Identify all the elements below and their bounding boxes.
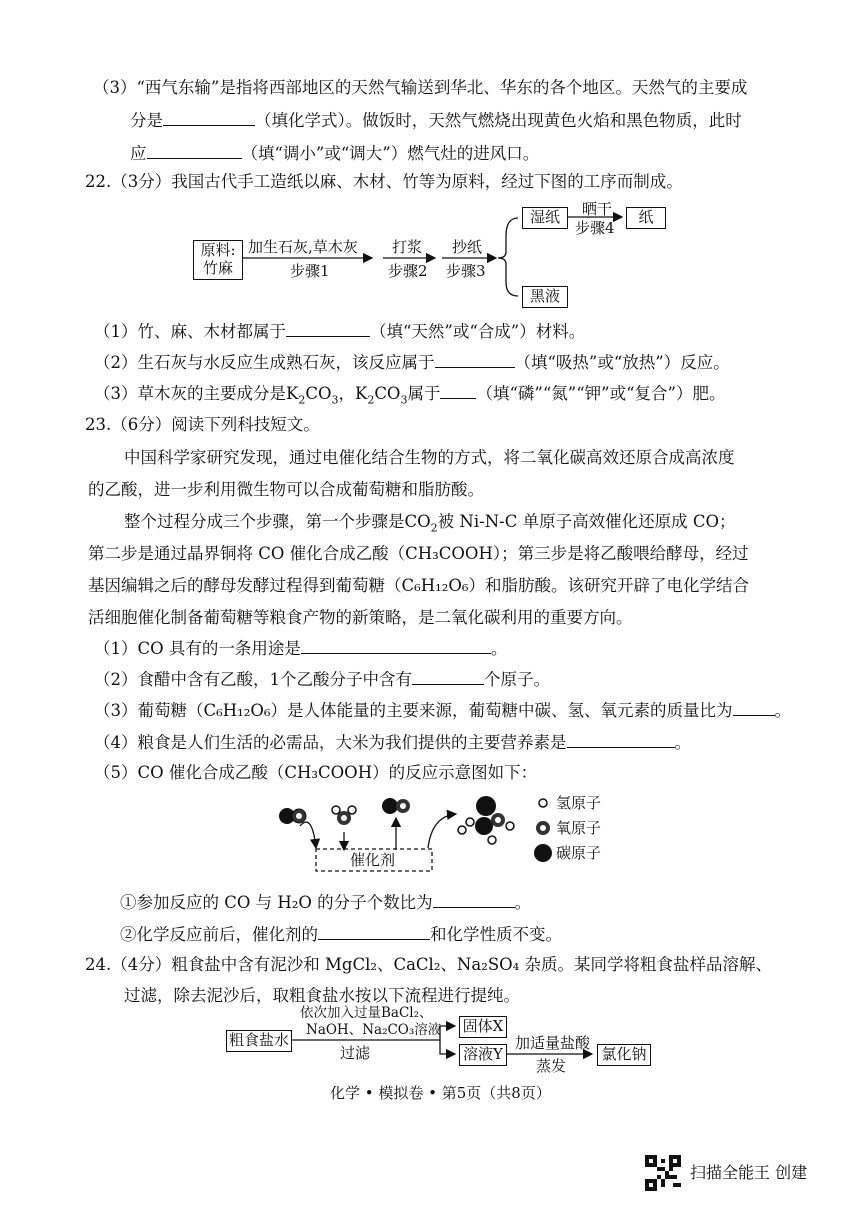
q22-heading: 22.（3分）我国古代手工造纸以麻、木材、竹等为原料，经过下图的工序而制成。: [85, 172, 683, 191]
scanner-watermark: 扫描全能王 创建: [690, 1163, 808, 1182]
q23-heading: 23.（6分）阅读下列科技短文。: [85, 415, 320, 434]
step4-caption: 步骤4: [575, 219, 615, 237]
q24-line1: 24.（4分）粗食盐中含有泥沙和 MgCl₂、CaCl₂、Na₂SO₄ 杂质。某同学将粗食盐样品溶解、: [85, 955, 773, 974]
hcl-label: 加适量盐酸: [515, 1034, 591, 1052]
q21-3-line1: （3）“西气东输”是指将西部地区的天然气输送到华北、华东的各个地区。天然气的主要成: [93, 78, 748, 97]
q23-1: （1）CO 具有的一条用途是 。: [94, 639, 508, 658]
black-liquor-box: 黑液: [522, 286, 568, 308]
wet-paper-box: 湿纸: [522, 207, 568, 229]
q23-para2-line3: 基因编辑之后的酵母发酵过程得到葡萄糖（C₆H₁₂O₆）和脂肪酸。该研究开辟了电化学结合: [88, 576, 749, 595]
legend-oxygen: 氧原子: [556, 819, 602, 837]
reagents-line2: NaOH、Na₂CO₃溶液: [306, 1022, 442, 1038]
carbon-legend-icon: [534, 844, 552, 862]
step1-caption: 步骤1: [290, 262, 330, 280]
legend-carbon: 碳原子: [556, 844, 602, 862]
reagents-line1: 依次加入过量BaCl₂、: [300, 1005, 433, 1021]
step3-caption: 步骤3: [446, 262, 486, 280]
water-molecule-icon: [332, 806, 356, 825]
q24-line2: 过滤，除去泥沙后，取粗食盐水按以下流程进行提纯。: [124, 986, 520, 1005]
q23-5: （5）CO 催化合成乙酸（CH₃COOH）的反应示意图如下：: [94, 763, 538, 782]
q21-3-line2: 分是 （填化学式）。做饭时，天然气燃烧出现黄色火焰和黑色物质，此时: [130, 111, 742, 130]
q23-4: （4）粮食是人们生活的必需品，大米为我们提供的主要营养素是 。: [94, 733, 691, 752]
crude-brine-box: 粗食盐水: [226, 1030, 292, 1052]
q23-para1-line1: 中国科学家研究发现，通过电催化结合生物的方式，将二氧化碳高效还原合成高浓度: [124, 448, 735, 467]
q23-5-1: ①参加反应的 CO 与 H₂O 的分子个数比为 。: [120, 893, 532, 912]
raw-material-box: 原料: 竹麻: [193, 240, 243, 280]
solid-x-box: 固体X: [459, 1016, 507, 1038]
hydrogen-legend-icon: [539, 799, 547, 807]
step2-caption: 步骤2: [388, 262, 428, 280]
acetic-acid-molecule-icon: [458, 796, 514, 844]
q23-2: （2）食醋中含有乙酸，1个乙酸分子中含有 个原子。: [94, 670, 550, 689]
sodium-chloride-box: 氯化钠: [597, 1044, 651, 1066]
q23-para2-line2: 第二步是通过晶界铜将 CO 催化合成乙酸（CH₃COOH）；第三步是将乙酸喂给酵母，经过: [88, 544, 749, 563]
step4-label: 晒干: [582, 200, 613, 218]
q23-para2-line1: 整个过程分成三个步骤，第一个步骤是$CO_2$被 Ni-N-C 单原子高效催化还原成 CO；: [124, 512, 736, 535]
q23-para1-line2: 的乙酸，进一步利用微生物可以合成葡萄糖和脂肪酸。: [88, 480, 484, 499]
catalyst-label: 催化剂: [350, 851, 396, 869]
step3-label: 抄纸: [452, 238, 483, 256]
q22-2: （2）生石灰与水反应生成熟石灰，该反应属于 （填“吸热”或“放热”）反应。: [94, 353, 730, 372]
page-footer: 化学 • 模拟卷 • 第5页（共8页）: [330, 1084, 551, 1102]
q23-5-2: ②化学反应前后，催化剂的 和化学性质不变。: [120, 925, 562, 944]
co-molecule-icon: [382, 798, 410, 814]
filter-label: 过滤: [340, 1044, 371, 1062]
qr-code-icon: [645, 1155, 681, 1191]
evaporate-label: 蒸发: [536, 1057, 567, 1075]
step1-label: 加生石灰,草木灰: [248, 238, 358, 256]
step2-label: 打浆: [392, 238, 423, 256]
q22-1: （1）竹、麻、木材都属于 （填“天然”或“合成”）材料。: [94, 322, 586, 341]
paper-box: 纸: [626, 207, 666, 229]
co-molecule-icon: [279, 808, 306, 824]
q23-3: （3）葡萄糖（C₆H₁₂O₆）是人体能量的主要来源，葡萄糖中碳、氢、氧元素的质量比为 。: [94, 701, 791, 720]
legend-hydrogen: 氢原子: [556, 794, 602, 812]
solution-y-box: 溶液Y: [459, 1044, 507, 1066]
q22-3: （3）草木灰的主要成分是$K_2CO_3$，$K_2CO_3$属于 （填“磷”“氮”“钾”或“复合”）肥。: [94, 384, 726, 407]
q21-3-line3: 应 （填“调小”或“调大”）燃气灶的进风口。: [130, 144, 540, 163]
q23-para2-line4: 活细胞催化制备葡萄糖等粮食产物的新策略，是二氧化碳利用的重要方向。: [88, 608, 633, 627]
